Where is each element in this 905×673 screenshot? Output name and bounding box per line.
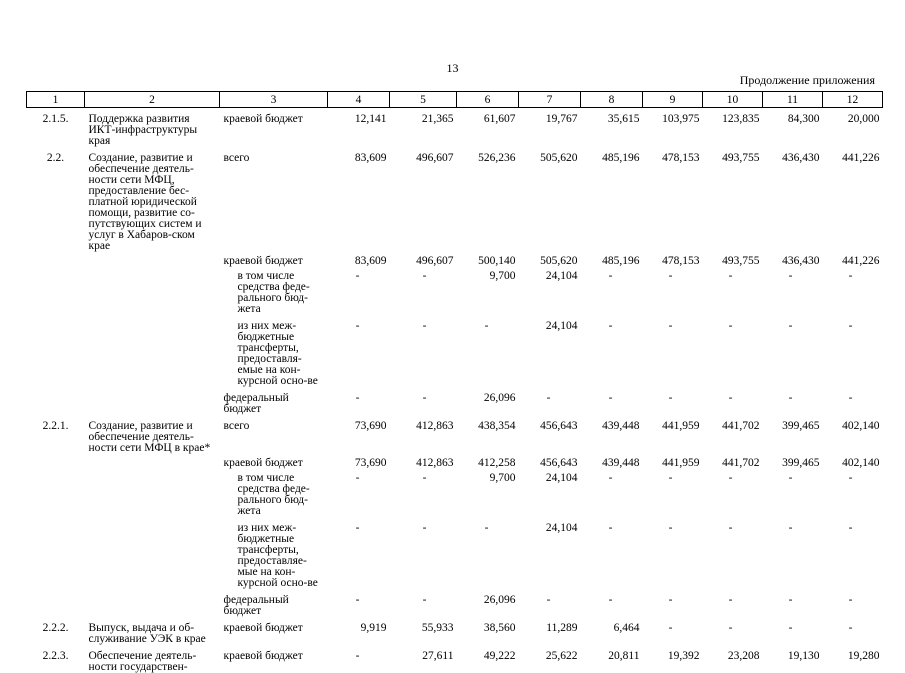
- value-cell: 441,959: [643, 415, 703, 454]
- value-cell: 436,430: [763, 252, 823, 267]
- value-cell: -: [763, 589, 823, 617]
- row-code: 2.2.2.: [27, 617, 85, 645]
- value-cell: 84,300: [763, 108, 823, 148]
- column-header: 1: [27, 92, 85, 108]
- value-cell: 11,289: [519, 617, 581, 645]
- row-name: Выпуск, выдача и об-служивание УЭК в крае: [85, 617, 220, 645]
- value-cell: -: [823, 387, 883, 415]
- value-cell: -: [581, 267, 643, 315]
- value-cell: 73,690: [328, 454, 390, 469]
- value-cell: 61,607: [457, 108, 519, 148]
- value-cell: 412,258: [457, 454, 519, 469]
- value-cell: 478,153: [643, 252, 703, 267]
- budget-table: [26, 91, 883, 673]
- row-code: [27, 267, 85, 315]
- column-header: 9: [643, 92, 703, 108]
- value-cell: 6,464: [581, 617, 643, 645]
- table-row: [27, 315, 883, 387]
- column-header: 4: [328, 92, 390, 108]
- value-cell: 441,702: [703, 415, 763, 454]
- value-cell: -: [519, 589, 581, 617]
- value-cell: -: [390, 469, 457, 517]
- column-header: 5: [390, 92, 457, 108]
- funding-source: всего: [220, 415, 328, 454]
- row-name: [85, 267, 220, 315]
- table-row: [27, 108, 883, 148]
- row-name: [85, 315, 220, 387]
- value-cell: 35,615: [581, 108, 643, 148]
- value-cell: 19,767: [519, 108, 581, 148]
- value-cell: -: [763, 267, 823, 315]
- value-cell: 441,959: [643, 454, 703, 469]
- value-cell: -: [643, 589, 703, 617]
- row-code: [27, 589, 85, 617]
- value-cell: 9,700: [457, 469, 519, 517]
- value-cell: 485,196: [581, 147, 643, 252]
- value-cell: -: [457, 315, 519, 387]
- column-header: 12: [823, 92, 883, 108]
- value-cell: -: [328, 315, 390, 387]
- value-cell: -: [328, 589, 390, 617]
- row-name: Создание, развитие и обеспечение деятель-ности сети МФЦ, предоставление бес-платной юридической помощи, развитие со-путствующих систем и услуг в Хабаров-ском крае: [85, 147, 220, 252]
- row-name: [85, 252, 220, 267]
- value-cell: -: [703, 315, 763, 387]
- value-cell: -: [763, 517, 823, 589]
- value-cell: 438,354: [457, 415, 519, 454]
- value-cell: 55,933: [390, 617, 457, 645]
- column-header: 3: [220, 92, 328, 108]
- row-name: [85, 469, 220, 517]
- value-cell: 9,919: [328, 617, 390, 645]
- value-cell: 24,104: [519, 267, 581, 315]
- value-cell: -: [390, 589, 457, 617]
- value-cell: 412,863: [390, 454, 457, 469]
- value-cell: -: [703, 617, 763, 645]
- value-cell: 493,755: [703, 252, 763, 267]
- row-code: 2.2.1.: [27, 415, 85, 454]
- value-cell: 493,755: [703, 147, 763, 252]
- value-cell: -: [763, 315, 823, 387]
- value-cell: 26,096: [457, 589, 519, 617]
- value-cell: -: [581, 589, 643, 617]
- value-cell: 24,104: [519, 469, 581, 517]
- value-cell: -: [328, 517, 390, 589]
- table-row: [27, 589, 883, 617]
- value-cell: 500,140: [457, 252, 519, 267]
- value-cell: -: [703, 267, 763, 315]
- continuation-label: Продолжение приложения: [740, 73, 875, 88]
- column-header: 10: [703, 92, 763, 108]
- value-cell: 399,465: [763, 454, 823, 469]
- value-cell: -: [581, 517, 643, 589]
- value-cell: 441,226: [823, 252, 883, 267]
- table-body: [27, 108, 883, 673]
- value-cell: 485,196: [581, 252, 643, 267]
- value-cell: 496,607: [390, 147, 457, 252]
- value-cell: -: [643, 387, 703, 415]
- row-code: 2.1.5.: [27, 108, 85, 148]
- value-cell: 402,140: [823, 415, 883, 454]
- value-cell: 496,607: [390, 252, 457, 267]
- value-cell: 73,690: [328, 415, 390, 454]
- table-row: [27, 469, 883, 517]
- value-cell: 24,104: [519, 517, 581, 589]
- value-cell: 19,392: [643, 645, 703, 673]
- value-cell: 439,448: [581, 454, 643, 469]
- funding-source: в том числе средства феде-рального бюд-жета: [220, 469, 328, 517]
- value-cell: 38,560: [457, 617, 519, 645]
- row-code: [27, 469, 85, 517]
- funding-source: краевой бюджет: [220, 645, 328, 673]
- value-cell: -: [643, 517, 703, 589]
- value-cell: -: [643, 617, 703, 645]
- value-cell: -: [643, 469, 703, 517]
- value-cell: 412,863: [390, 415, 457, 454]
- funding-source: федеральный бюджет: [220, 589, 328, 617]
- value-cell: -: [581, 387, 643, 415]
- row-code: [27, 315, 85, 387]
- value-cell: 441,226: [823, 147, 883, 252]
- row-code: 2.2.: [27, 147, 85, 252]
- page-number: 13: [0, 61, 905, 76]
- value-cell: -: [823, 617, 883, 645]
- row-name: [85, 454, 220, 469]
- value-cell: 478,153: [643, 147, 703, 252]
- funding-source: краевой бюджет: [220, 454, 328, 469]
- value-cell: 456,643: [519, 415, 581, 454]
- value-cell: -: [643, 267, 703, 315]
- value-cell: 21,365: [390, 108, 457, 148]
- value-cell: -: [581, 469, 643, 517]
- row-name: [85, 589, 220, 617]
- column-header: 7: [519, 92, 581, 108]
- value-cell: 439,448: [581, 415, 643, 454]
- row-name: Создание, развитие и обеспечение деятель-ности сети МФЦ в крае*: [85, 415, 220, 454]
- value-cell: 27,611: [390, 645, 457, 673]
- value-cell: 20,000: [823, 108, 883, 148]
- value-cell: -: [581, 315, 643, 387]
- value-cell: 441,702: [703, 454, 763, 469]
- value-cell: 19,130: [763, 645, 823, 673]
- value-cell: -: [763, 617, 823, 645]
- value-cell: 49,222: [457, 645, 519, 673]
- funding-source: всего: [220, 147, 328, 252]
- row-name: [85, 387, 220, 415]
- column-header: 2: [85, 92, 220, 108]
- value-cell: 83,609: [328, 147, 390, 252]
- table-row: [27, 454, 883, 469]
- column-header: 8: [581, 92, 643, 108]
- value-cell: 20,811: [581, 645, 643, 673]
- row-code: [27, 387, 85, 415]
- value-cell: -: [703, 589, 763, 617]
- value-cell: 505,620: [519, 147, 581, 252]
- row-code: [27, 252, 85, 267]
- table-row: [27, 617, 883, 645]
- value-cell: -: [703, 387, 763, 415]
- funding-source: в том числе средства феде-рального бюд-жета: [220, 267, 328, 315]
- value-cell: -: [328, 645, 390, 673]
- table-row: [27, 645, 883, 673]
- value-cell: -: [823, 267, 883, 315]
- value-cell: 24,104: [519, 315, 581, 387]
- value-cell: -: [457, 517, 519, 589]
- value-cell: 19,280: [823, 645, 883, 673]
- funding-source: из них меж-бюджетные трансферты, предоставля-емые на кон-курсной осно-ве: [220, 315, 328, 387]
- value-cell: -: [823, 517, 883, 589]
- row-name: [85, 517, 220, 589]
- table-row: [27, 415, 883, 454]
- column-header: 6: [457, 92, 519, 108]
- value-cell: 505,620: [519, 252, 581, 267]
- value-cell: 12,141: [328, 108, 390, 148]
- value-cell: 402,140: [823, 454, 883, 469]
- value-cell: 25,622: [519, 645, 581, 673]
- value-cell: 83,609: [328, 252, 390, 267]
- value-cell: -: [823, 589, 883, 617]
- table-header-row: [27, 92, 883, 108]
- value-cell: 123,835: [703, 108, 763, 148]
- value-cell: -: [823, 469, 883, 517]
- value-cell: -: [703, 469, 763, 517]
- value-cell: 9,700: [457, 267, 519, 315]
- funding-source: краевой бюджет: [220, 108, 328, 148]
- value-cell: 526,236: [457, 147, 519, 252]
- row-code: 2.2.3.: [27, 645, 85, 673]
- table-row: [27, 267, 883, 315]
- value-cell: -: [328, 469, 390, 517]
- value-cell: -: [763, 387, 823, 415]
- row-code: [27, 517, 85, 589]
- funding-source: краевой бюджет: [220, 617, 328, 645]
- value-cell: -: [390, 315, 457, 387]
- row-code: [27, 454, 85, 469]
- value-cell: -: [643, 315, 703, 387]
- funding-source: федеральный бюджет: [220, 387, 328, 415]
- value-cell: -: [328, 267, 390, 315]
- value-cell: -: [763, 469, 823, 517]
- value-cell: -: [390, 267, 457, 315]
- table-row: [27, 252, 883, 267]
- table-row: [27, 517, 883, 589]
- value-cell: 23,208: [703, 645, 763, 673]
- value-cell: 399,465: [763, 415, 823, 454]
- value-cell: -: [328, 387, 390, 415]
- value-cell: -: [519, 387, 581, 415]
- value-cell: 456,643: [519, 454, 581, 469]
- row-name: Поддержка развития ИКТ-инфраструктуры края: [85, 108, 220, 148]
- row-name: Обеспечение деятель-ности государствен-: [85, 645, 220, 673]
- column-header: 11: [763, 92, 823, 108]
- value-cell: -: [390, 387, 457, 415]
- value-cell: 103,975: [643, 108, 703, 148]
- table-row: [27, 387, 883, 415]
- value-cell: 436,430: [763, 147, 823, 252]
- funding-source: из них меж-бюджетные трансферты, предоставляе-мые на кон-курсной осно-ве: [220, 517, 328, 589]
- funding-source: краевой бюджет: [220, 252, 328, 267]
- value-cell: -: [823, 315, 883, 387]
- table-row: [27, 147, 883, 252]
- value-cell: -: [703, 517, 763, 589]
- value-cell: -: [390, 517, 457, 589]
- value-cell: 26,096: [457, 387, 519, 415]
